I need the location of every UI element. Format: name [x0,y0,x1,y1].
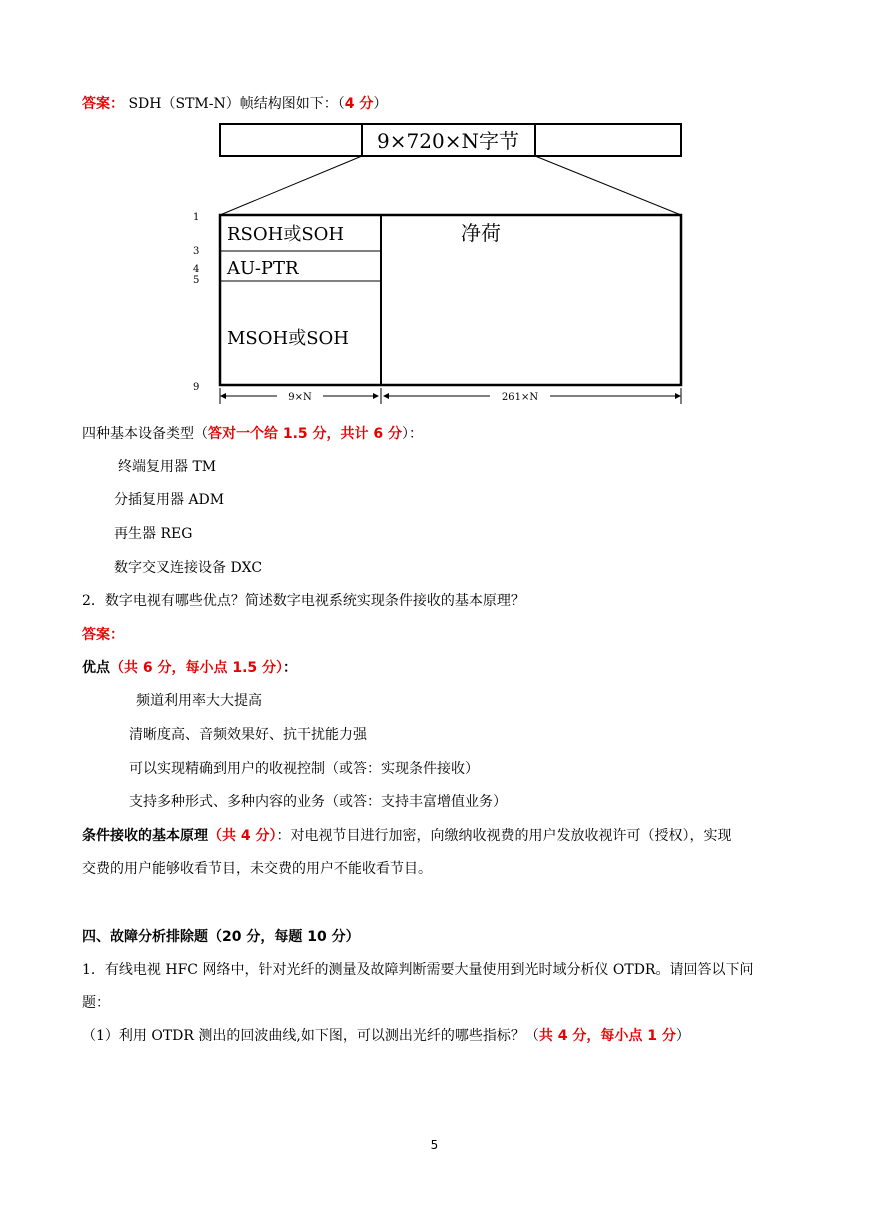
equipment-item-adm: 分插复用器 ADM [114,492,225,508]
sub1-score: 共 4 分，每小点 1 分 [538,1028,676,1044]
section4-sub1 [82,1026,690,1046]
row-label-5: 5 [193,275,200,286]
advantages-label: 优点 [82,660,110,676]
row-label-9: 9 [193,382,200,393]
equipment-heading-text: 四种基本设备类型（ [82,426,208,442]
auptr-label: AU-PTR [227,258,299,279]
row-label-1: 1 [193,212,200,223]
advantage-item-3: 可以实现精确到用户的收视控制（或答：实现条件接收） [129,761,479,777]
sub1-close: ） [675,1028,690,1044]
equipment-score: 答对一个给 1.5 分，共计 6 分 [208,426,403,442]
rsoh-label: RSOH或SOH [227,224,345,245]
ca-score: （共 4 分） [208,828,277,844]
msoh-label: MSOH或SOH [227,328,350,349]
section4-title: 四、故障分析排除题（20 分，每题 10 分） [82,929,360,945]
intro-close: ） [373,96,388,112]
row-label-3: 3 [193,246,200,257]
intro-text: SDH（STM-N）帧结构图如下：（ [128,96,345,112]
intro-score: 4 分 [344,96,374,112]
arrow-right-end [675,393,681,399]
advantage-item-2: 清晰度高、音频效果好、抗干扰能力强 [129,727,367,743]
equipment-heading [82,424,423,444]
ca-principle-line2: 交费的用户能够收看节目，未交费的用户不能收看节目。 [82,861,432,877]
page-number: 5 [430,1138,439,1152]
equipment-item-dxc: 数字交叉连接设备 DXC [114,560,263,576]
advantage-item-1: 频道利用率大大提高 [136,693,262,709]
row-label-4: 4 [193,264,200,275]
q2-question: 2．数字电视有哪些优点？简述数字电视系统实现条件接收的基本原理？ [82,593,525,609]
q2-answer-label: 答案： [82,627,124,643]
equipment-heading-close: ）： [402,426,424,442]
section4-q1-line1: 1．有线电视 HFC 网络中，针对光纤的测量及故障判断需要大量使用到光时域分析仪 OTDR。请回答以下问 [82,962,754,978]
expand-line-left [220,156,362,215]
advantage-item-4: 支持多种形式、多种内容的业务（或答：支持丰富增值业务） [129,794,507,810]
sdh-frame-svg [185,118,695,408]
width-left-label: 9×N [288,392,312,403]
intro-line [82,94,387,114]
arrow-left-end [373,393,379,399]
section4-q1-line2: 题： [82,995,110,1011]
advantages-colon: ： [283,660,298,676]
equipment-item-tm: 终端复用器 TM [118,459,217,475]
equipment-item-reg: 再生器 REG [114,526,193,542]
top-box-label: 9×720×N字节 [377,129,519,153]
arrow-left-start [220,393,226,399]
answer-label: 答案： [82,96,124,112]
ca-label: 条件接收的基本原理 [82,828,208,844]
ca-text-1: ：对电视节目进行加密，向缴纳收视费的用户发放收视许可（授权），实现 [276,828,732,844]
arrow-right-start [383,393,389,399]
sdh-frame-diagram [185,118,695,412]
payload-label: 净荷 [461,221,501,245]
expand-line-right [535,156,681,215]
sub1-text: （1）利用 OTDR 测出的回波曲线,如下图，可以测出光纤的哪些指标？（ [82,1028,539,1044]
advantages-score: （共 6 分，每小点 1.5 分） [110,660,284,676]
width-right-label: 261×N [501,392,539,403]
ca-principle-line1 [82,826,732,846]
advantages-heading [82,658,297,678]
